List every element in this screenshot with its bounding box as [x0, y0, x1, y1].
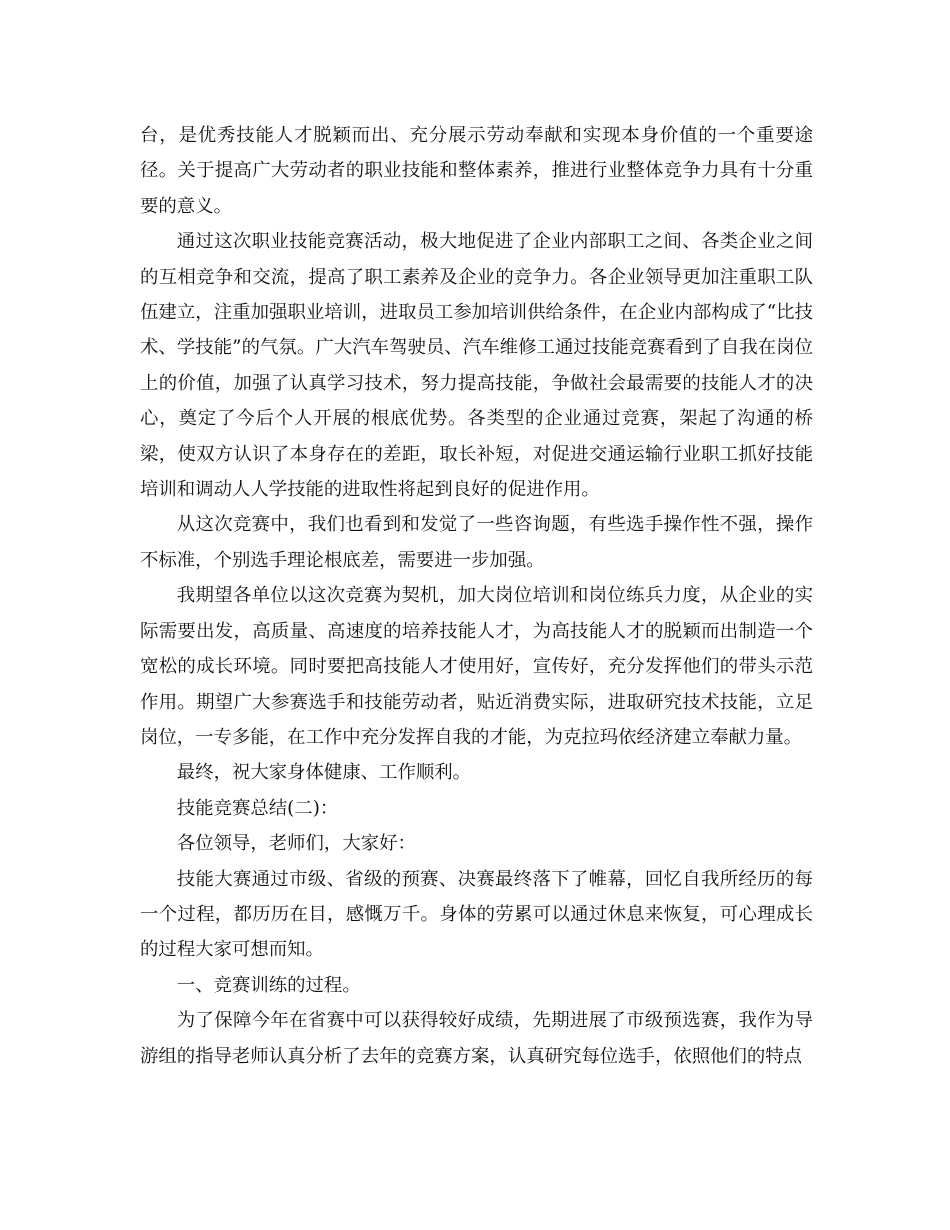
document-body	[140, 118, 813, 1074]
section-title-2: 技能竞赛总结(二)：	[176, 797, 339, 819]
paragraph-1: 台，是优秀技能人才脱颖而出、充分展示劳动奉献和实现本身价值的一个重要途径。关于提高广大劳动者的职业技能和整体素养，推进行业整体竞争力具有十分重要的意义。	[140, 125, 813, 217]
salutation: 各位领导，老师们，大家好：	[176, 833, 416, 855]
heading-training-process: 一、竞赛训练的过程。	[176, 974, 361, 996]
paragraph-3: 从这次竞赛中，我们也看到和发觉了一些咨询题，有些选手操作性不强，操作不标准，个别选手理论根底差，需要进一步加强。	[140, 514, 813, 571]
paragraph-5: 最终，祝大家身体健康、工作顺利。	[176, 762, 472, 784]
paragraph-7: 为了保障今年在省赛中可以获得较好成绩，先期进展了市级预选赛，我作为导游组的指导老师认真分析了去年的竞赛方案，认真研究每位选手，依照他们的特点	[140, 1010, 813, 1067]
paragraph-6: 技能大赛通过市级、省级的预赛、决赛最终落下了帷幕，回忆自我所经历的每一个过程，都历历在目，感慨万千。身体的劳累可以通过休息来恢复，可心理成长的过程大家可想而知。	[140, 868, 813, 961]
paragraph-2: 通过这次职业技能竞赛活动，极大地促进了企业内部职工之间、各类企业之间的互相竞争和交流，提高了职工素养及企业的竞争力。各企业领导更加注重职工队伍建立，注重加强职业培训，进取员工参加培训供给条件，在企业内部构成了“比技术、学技能”的气氛。广大汽车驾驶员、汽车维修工通过技能竞赛看到了自我在岗位上的价值，加强了认真学习技术，努力提高技能，争做社会最需要的技能人才的决心，奠定了今后个人开展的根底优势。各类型的企业通过竞赛，架起了沟通的桥梁，使双方认识了本身存在的差距，取长补短，对促进交通运输行业职工抓好技能培训和调动人人学技能的进取性将起到良好的促进作用。	[140, 231, 813, 501]
paragraph-4: 我期望各单位以这次竞赛为契机，加大岗位培训和岗位练兵力度，从企业的实际需要出发，高质量、高速度的培养技能人才，为高技能人才的脱颖而出制造一个宽松的成长环境。同时要把高技能人才使用好，宣传好，充分发挥他们的带头示范作用。期望广大参赛选手和技能劳动者，贴近消费实际，进取研究技术技能，立足岗位，一专多能，在工作中充分发挥自我的才能，为克拉玛依经济建立奉献力量。	[140, 585, 813, 748]
